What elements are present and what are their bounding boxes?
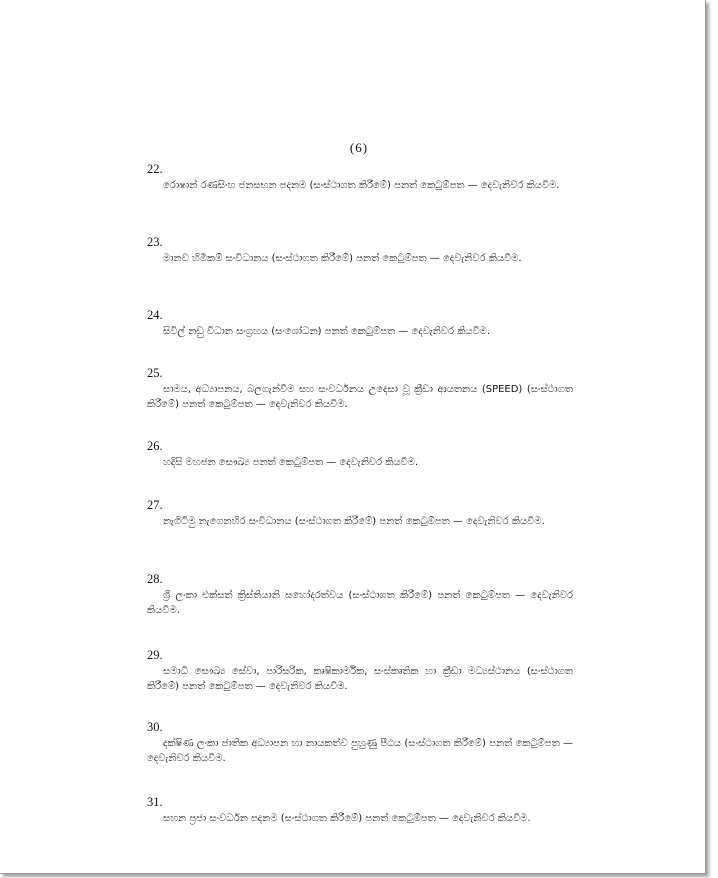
item-text: මානව හිමිකම් සංවිධානය (සංස්ථාගත කිරීමේ) පනත් කෙටුම්පත — දෙවැනිවර කියවීම.	[163, 253, 522, 264]
item-number: 28.	[147, 572, 163, 586]
page-number: (6)	[349, 140, 369, 155]
item-number: 23.	[147, 235, 163, 249]
item-text: සහන ප්‍රජා සංවර්ධන පදනම (සංස්ථාගත කිරීමේ) පනත් කෙටුම්පත — දෙවැනිවර කියවීම.	[163, 813, 531, 824]
agenda-item-26	[147, 439, 573, 470]
agenda-item-29	[147, 648, 573, 694]
agenda-item-27	[147, 498, 573, 529]
item-text: දක්ෂිණ ලංකා ජාතික අධ්‍යාපන හා නායකත්ව පුහුණු පීඨය (සංස්ථාගත කිරීමේ) පනත් කෙටුම්පත — දෙවැනිවර කියවීම.	[147, 738, 573, 764]
item-number: 30.	[147, 720, 163, 734]
item-text: සමාධි සෞඛ්‍ය සේවා, පාරිසරික, කෘෂිකාර්මික, සංස්කෘතික හා ක්‍රීඩා මධ්‍යස්ථානය (සංස්ථාගත කිරීමේ) පනත් කෙටුම්පත — දෙවැනිවර කියවීම.	[147, 666, 573, 692]
agenda-item-24	[147, 308, 573, 339]
agenda-item-28	[147, 572, 573, 618]
agenda-item-23	[147, 235, 573, 266]
agenda-item-25	[147, 366, 573, 412]
item-text: හදිසි මහජන සෞඛ්‍ය පනත් කෙටුම්පත — දෙවැනිවර කියවීම.	[163, 457, 419, 468]
agenda-item-30	[147, 720, 573, 766]
item-number: 25.	[147, 366, 163, 380]
item-number: 22.	[147, 162, 163, 176]
item-text: සිවිල් නඩු විධාන සංග්‍රහය (සංශෝධන) පනත් කෙටුම්පත — දෙවැනිවර කියවීම.	[163, 326, 491, 337]
item-number: 24.	[147, 308, 163, 322]
item-number: 27.	[147, 498, 163, 512]
agenda-item-22	[147, 162, 573, 193]
item-text: සාමය, අධ්‍යාපනය, බලගැන්වීම සහ සංවර්ධනය උදෙසා වූ ක්‍රීඩා ආයතනය (SPEED) (සංස්ථාගත කිරීමේ) පනත් කෙටුම්පත — දෙවැනිවර කියවීම.	[147, 384, 573, 410]
item-number: 29.	[147, 648, 163, 662]
item-text: නැගිටිමු නැගෙනහිර සංවිධානය (සංස්ථාගත කිරීමේ) පනත් කෙටුම්පත — දෙවැනිවර කියවීම.	[163, 516, 545, 527]
item-number: 26.	[147, 439, 163, 453]
item-number: 31.	[147, 795, 163, 809]
agenda-item-31	[147, 795, 573, 826]
item-text: රොෂාන් රණසිංහ ජනසභන පදනම (සංස්ථාගත කිරීමේ) පනත් කෙටුම්පත — දෙවැනිවර කියවීම.	[163, 180, 560, 191]
item-text: ශ්‍රී ලංකා එක්සත් ක්‍රිස්තියානි සහෝදරත්වය (සංස්ථාගත කිරීමේ) පනත් කෙටුම්පත — දෙවැනිවර කියවීම.	[147, 590, 573, 616]
